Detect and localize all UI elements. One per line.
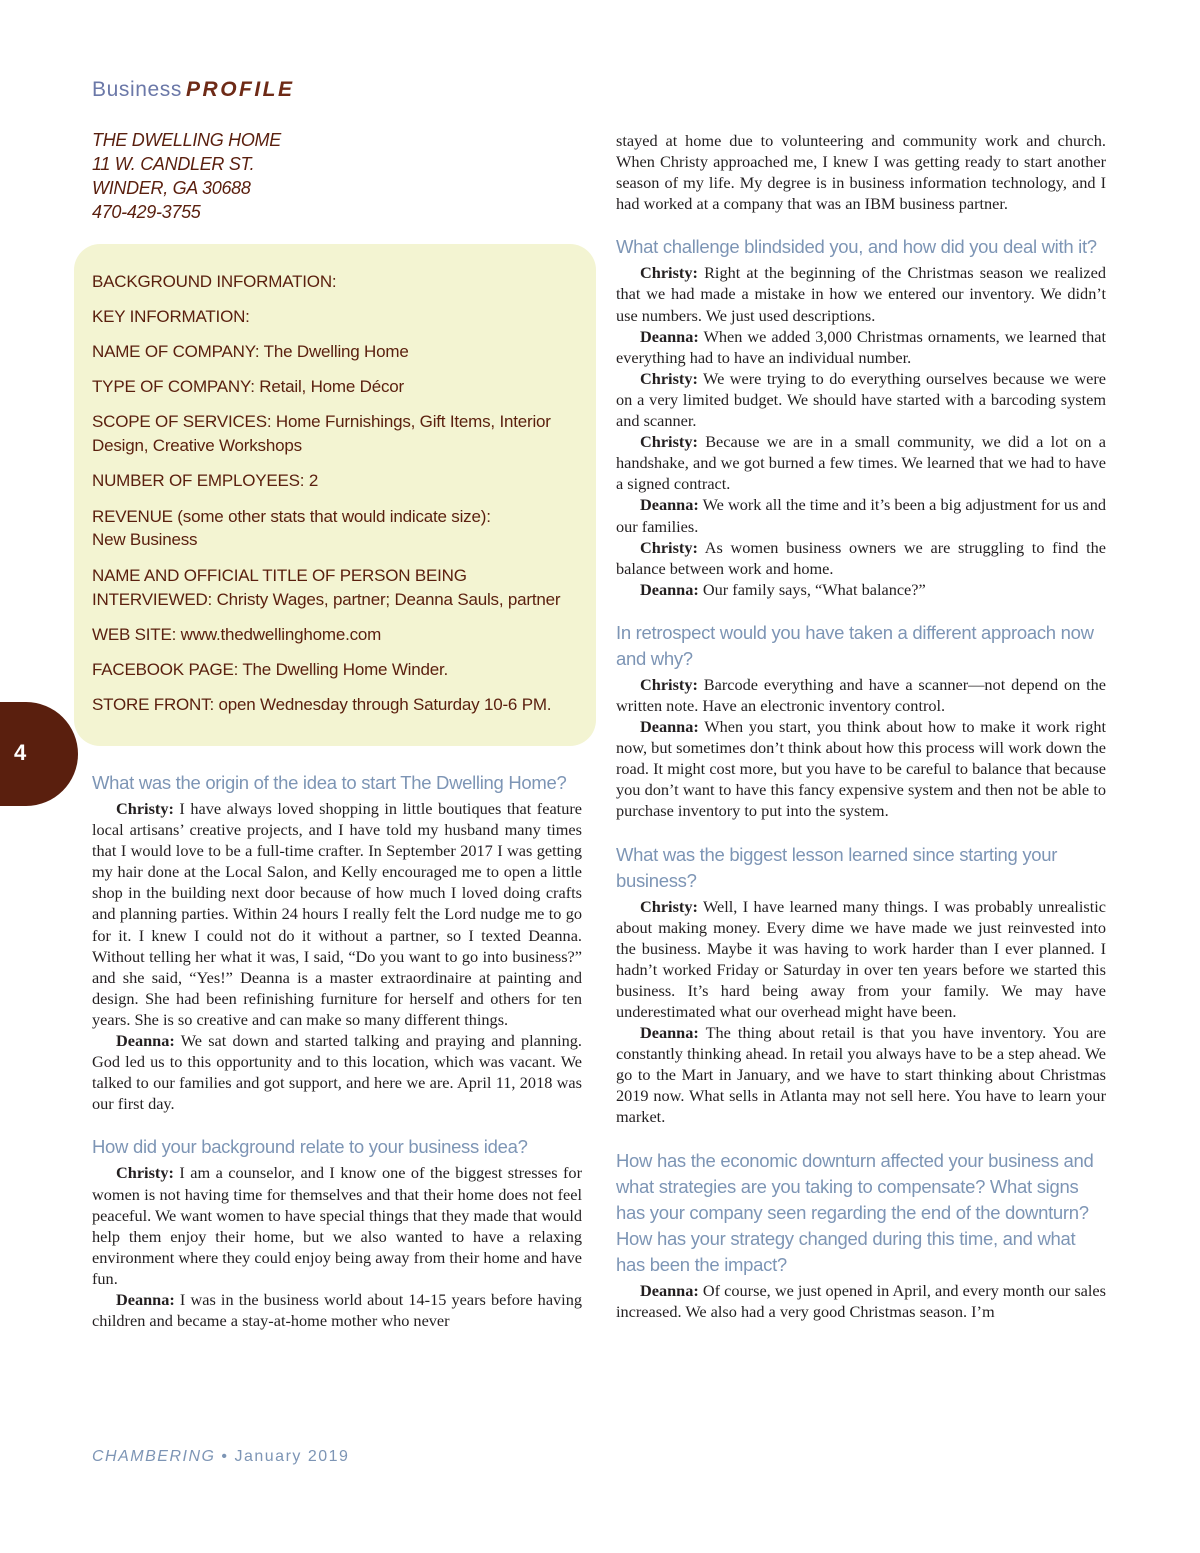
page-footer bbox=[92, 1448, 349, 1466]
street-address: 11 W. CANDLER ST. bbox=[92, 154, 255, 174]
answer-paragraph bbox=[616, 494, 1106, 536]
page-number-tab bbox=[0, 702, 78, 806]
company-type: TYPE OF COMPANY: Retail, Home Décor bbox=[92, 377, 404, 396]
interviewee: NAME AND OFFICIAL TITLE OF PERSON BEING INTERVIEWED: Christy Wages, partner; Deanna Sauls, partner bbox=[92, 566, 561, 609]
business-name: THE DWELLING HOME bbox=[92, 130, 281, 150]
speaker-name: Deanna: bbox=[640, 495, 699, 515]
facebook-page: FACEBOOK PAGE: The Dwelling Home Winder. bbox=[92, 660, 449, 679]
question-economic-downturn: How has the economic downturn affected your business and what strategies are you taking to compensate? What signs has your company seen regarding the end of the downturn? How has your strategy changed during this time, and what has been the impact? bbox=[616, 1149, 1094, 1275]
speaker-name: Deanna: bbox=[116, 1289, 175, 1309]
question-retrospect: In retrospect would you have taken a different approach now and why? bbox=[616, 621, 1094, 669]
question-background: How did your background relate to your business idea? bbox=[92, 1136, 528, 1158]
speaker-name: Christy: bbox=[116, 1163, 174, 1183]
answer-paragraph bbox=[92, 1289, 582, 1331]
phone-number: 470-429-3755 bbox=[92, 202, 201, 222]
speaker-name: Christy: bbox=[640, 432, 698, 452]
company-name: NAME OF COMPANY: The Dwelling Home bbox=[92, 342, 409, 361]
store-front-hours: STORE FRONT: open Wednesday through Saturday 10-6 PM. bbox=[92, 695, 552, 714]
answer-text: The thing about retail is that you have inventory. You are constantly thinking ahead. In retail you always have to be a step ahead. We go to the Mart in January, and we have to start thinking about Christmas 2019 now. What sells in Atlanta may not sell here. You have to learn your market. bbox=[616, 1023, 1106, 1127]
speaker-name: Christy: bbox=[640, 537, 698, 557]
answer-text: As women business owners we are struggling to find the balance between work and home. bbox=[616, 537, 1106, 578]
answer-text: Right at the beginning of the Christmas season we realized that we had made a mistake in how we entered our inventory. We didn’t use numbers. We just used descriptions. bbox=[616, 263, 1106, 325]
continued-paragraph: stayed at home due to volunteering and community work and church. When Christy approached me, I knew I was getting ready to start another season of my life. My degree is in business information technology, and I had worked at a company that was an IBM business partner. bbox=[616, 131, 1106, 214]
business-address bbox=[92, 128, 281, 224]
speaker-name: Deanna: bbox=[640, 326, 699, 346]
answer-text: Barcode everything and have a scanner—not depend on the written note. Have an electronic inventory control. bbox=[616, 674, 1106, 715]
answer-paragraph bbox=[616, 579, 1106, 600]
speaker-name: Christy: bbox=[640, 263, 698, 283]
speaker-name: Christy: bbox=[640, 368, 698, 388]
section-label-profile: PROFILE bbox=[186, 78, 295, 101]
speaker-name: Deanna: bbox=[640, 579, 699, 599]
page-number: 4 bbox=[14, 740, 27, 765]
number-of-employees: NUMBER OF EMPLOYEES: 2 bbox=[92, 471, 319, 490]
answer-text: When we added 3,000 Christmas ornaments, we learned that everything had to have an individual number. bbox=[616, 326, 1106, 367]
background-info-heading: BACKGROUND INFORMATION: bbox=[92, 272, 337, 291]
answer-paragraph bbox=[616, 262, 1106, 325]
answer-paragraph bbox=[616, 326, 1106, 368]
section-label bbox=[92, 78, 295, 102]
answer-text: When you start, you think about how to make it work right now, but sometimes don’t think about how this process will work down the road. It might cost more, but you have to be careful to balance that because you don’t want to have this fancy expensive system and then not be able to purchase inventory to put into the system. bbox=[616, 717, 1106, 821]
speaker-name: Deanna: bbox=[640, 1023, 699, 1043]
question-origin: What was the origin of the idea to start The Dwelling Home? bbox=[92, 772, 567, 793]
speaker-name: Deanna: bbox=[640, 1280, 699, 1300]
speaker-name: Deanna: bbox=[640, 717, 699, 737]
issue-date: January 2019 bbox=[234, 1448, 350, 1465]
answer-text: I am a counselor, and I know one of the biggest stresses for women is not having time for themselves and that their home does not feel peaceful. We want women to have special things that they made that would help them enjoy their home, but we also wanted to have a relaxing environment where they could enjoy being away from their home and have fun. bbox=[92, 1163, 582, 1288]
answer-text: We were trying to do everything ourselves because we were on a very limited budget. We should have started with a barcoding system and scanner. bbox=[616, 368, 1106, 431]
answer-text: Our family says, “What balance?” bbox=[698, 579, 926, 599]
answer-paragraph bbox=[92, 1030, 582, 1114]
key-info-heading: KEY INFORMATION: bbox=[92, 307, 250, 326]
answer-paragraph bbox=[616, 431, 1106, 494]
city-state-zip: WINDER, GA 30688 bbox=[92, 178, 251, 198]
answer-text: We sat down and started talking and praying and planning. God led us to this opportunity and to this location, which was vacant. We talked to our families and got support, and here we are. April 11, 2018 was our first day. bbox=[92, 1031, 582, 1114]
info-box bbox=[74, 244, 596, 746]
revenue-label: REVENUE (some other stats that would indicate size): bbox=[92, 507, 491, 526]
answer-paragraph bbox=[92, 1162, 582, 1289]
answer-text: We work all the time and it’s been a big adjustment for us and our families. bbox=[616, 495, 1106, 536]
question-biggest-lesson: What was the biggest lesson learned since starting your business? bbox=[616, 843, 1058, 891]
answer-paragraph bbox=[616, 1022, 1106, 1127]
left-column bbox=[92, 770, 582, 1331]
magazine-name: CHAMBERING bbox=[92, 1448, 216, 1465]
answer-text: I was in the business world about 14-15 years before having children and became a stay-at-home mother who never bbox=[92, 1289, 582, 1331]
answer-paragraph bbox=[616, 716, 1106, 821]
footer-separator: • bbox=[221, 1448, 229, 1465]
answer-text: Well, I have learned many things. I was probably unrealistic about making money. Every dime we have made we just reinvested into the business. Maybe it was having to work harder than I ever planned. I hadn’t worked Friday or Saturday in over ten years before we started this business. It’s hard being away from your family. We may have underestimated what our overhead might have been. bbox=[616, 896, 1106, 1021]
website: WEB SITE: www.thedwellinghome.com bbox=[92, 625, 382, 644]
revenue-value: New Business bbox=[92, 530, 198, 549]
answer-paragraph bbox=[616, 368, 1106, 431]
scope-of-services: SCOPE OF SERVICES: Home Furnishings, Gift Items, Interior Design, Creative Workshops bbox=[92, 412, 551, 455]
question-challenge: What challenge blindsided you, and how did you deal with it? bbox=[616, 236, 1097, 258]
answer-paragraph bbox=[616, 537, 1106, 579]
right-column bbox=[616, 130, 1106, 1322]
speaker-name: Christy: bbox=[116, 799, 174, 818]
answer-paragraph bbox=[92, 798, 582, 1030]
speaker-name: Christy: bbox=[640, 674, 698, 694]
answer-paragraph bbox=[616, 674, 1106, 716]
answer-text: I have always loved shopping in little boutiques that feature local artisans’ creative projects, and I have told my husband many times that I would love to be a full-time crafter. In September 2017 I was getting my hair done at the Local Salon, and Kelly encouraged me to open a little shop in the building next door because of how much I loved doing crafts and planning parties. Within 24 hours I really felt the Lord nudge me to go for it. I knew I could not do it without a partner, so I texted Deanna. Without telling her what it was, I said, “Do you want to go into business?” and she said, “Yes!” Deanna is a master extraordinaire at painting and design. She had been refinishing furniture for herself and others for ten years. She is so creative and can make so many different things. bbox=[92, 799, 582, 1029]
answer-paragraph bbox=[616, 1280, 1106, 1322]
answer-text: Because we are in a small community, we did a lot on a handshake, and we got burned a few times. We learned that we had to have a signed contract. bbox=[616, 432, 1106, 494]
answer-paragraph bbox=[616, 896, 1106, 1023]
section-label-business: Business bbox=[92, 78, 183, 101]
speaker-name: Deanna: bbox=[116, 1031, 175, 1051]
speaker-name: Christy: bbox=[640, 896, 698, 916]
answer-text: Of course, we just opened in April, and every month our sales increased. We also had a very good Christmas season. I’m bbox=[616, 1280, 1106, 1321]
